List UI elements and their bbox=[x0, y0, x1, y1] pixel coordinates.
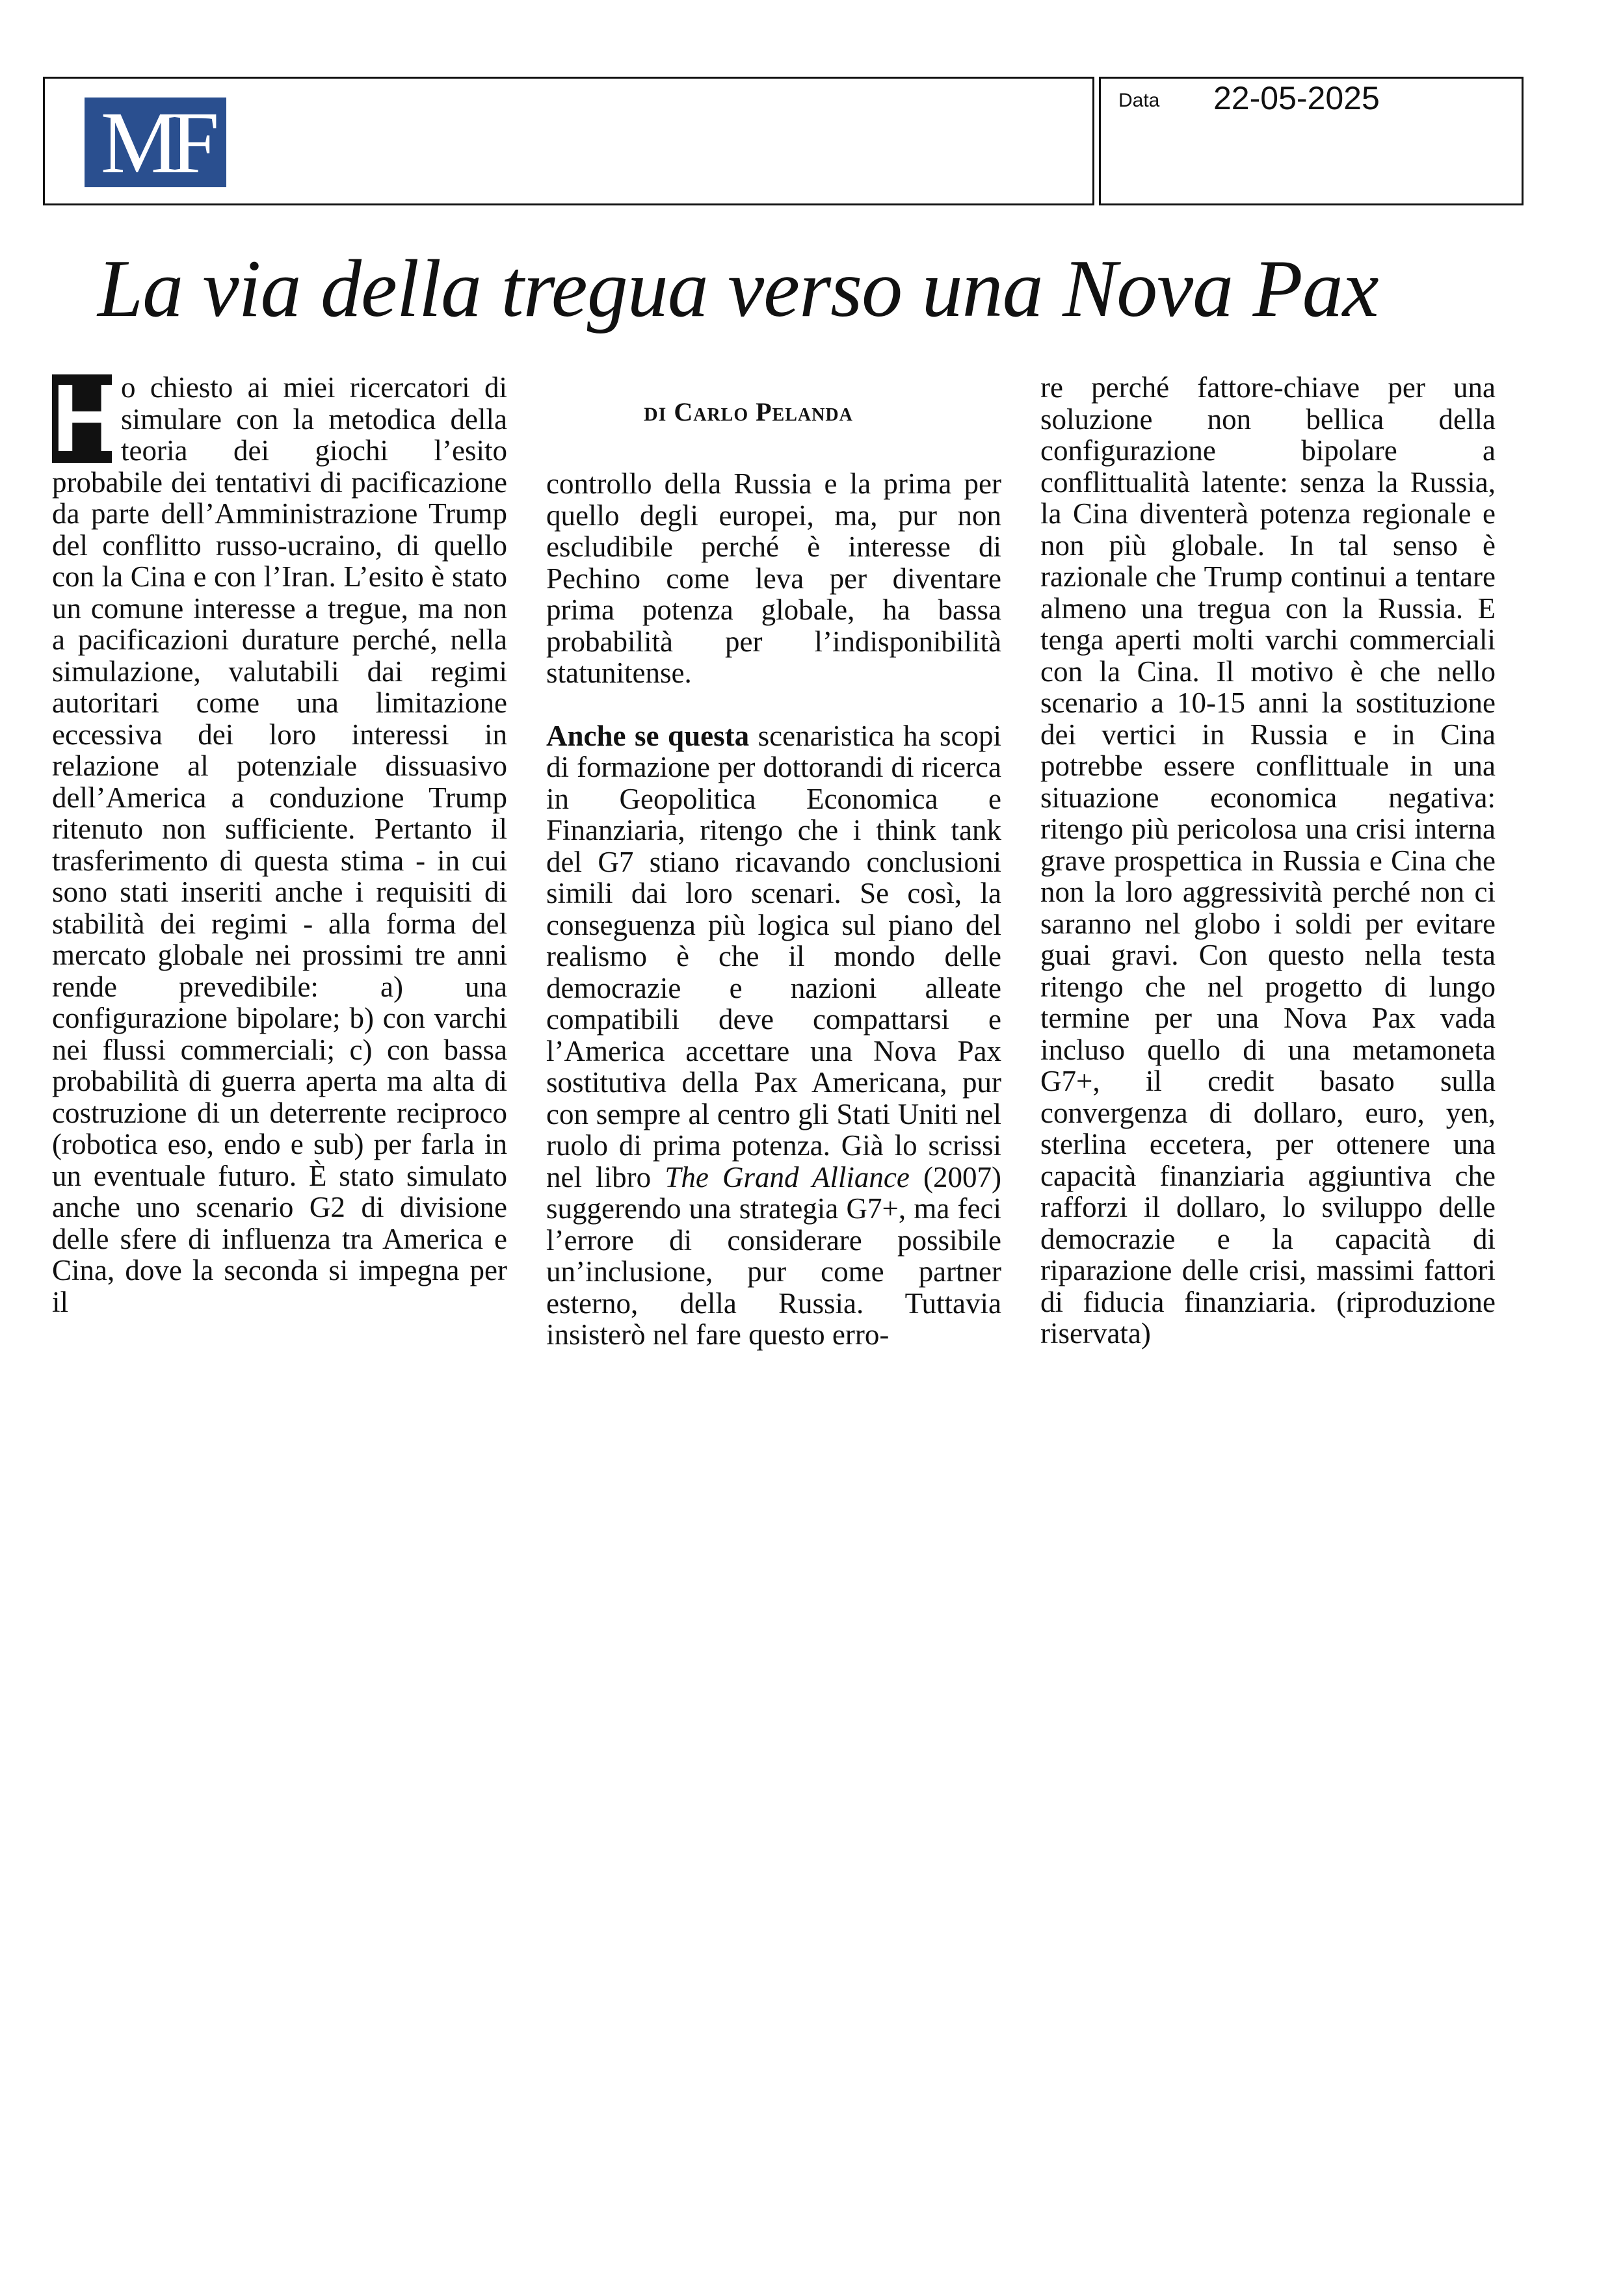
book-title: The Grand Alliance bbox=[665, 1160, 910, 1194]
article-column-3 bbox=[1040, 372, 1496, 1350]
date-label: Data bbox=[1118, 90, 1160, 111]
paragraph: re perché fattore-chiave per una soluzione non bellica della configurazione bipolare a conflittualità latente: senza la Russia, la Cina diventerà potenza regionale e non più globale. In tal senso è razionale che Trump continui a tentare almeno una tregua con la Russia. E tenga aperti molti varchi commerciali con la Cina. Il motivo è che nello scenario a 10-15 anni la sostituzione dei vertici in Russia e in Cina potrebbe essere conflittuale in una situazione economica negativa: ritengo più pericolosa una crisi interna grave prospettica in Russia e Cina che non la loro aggressività perché non ci saranno nel globo i soldi per evitare guai gravi. Con questo nella testa ritengo che nel progetto di lungo termine per una Nova Pax vada incluso quello di una metamoneta G7+, il credit basato sulla convergenza di dollaro, euro, yen, sterlina eccetera, per ottenere una capacità finanziaria aggiuntiva che rafforzi il dollaro, lo sviluppo delle democrazie e la capacità di riparazione delle crisi, massimi fattori di fiducia finanziaria. (riproduzione riservata) bbox=[1040, 371, 1496, 1350]
byline-author: Carlo Pelanda bbox=[674, 397, 853, 426]
paragraph-text: (2007) suggerendo una strategia G7+, ma feci l’errore di considerare possibile un’inclusione, pur come partner esterno, della Russia. Tuttavia insisterò nel fare questo erro- bbox=[546, 1160, 1002, 1351]
byline-prefix: DI bbox=[644, 404, 667, 425]
paragraph: controllo della Russia e la prima per quello degli europei, ma, pur non escludibile perché è interesse di Pechino come leva per diventare prima potenza globale, ha bassa probabilità per l’indisponibilità statunitense. bbox=[546, 467, 1001, 689]
paragraph bbox=[546, 720, 1001, 1351]
mf-logo: MF bbox=[85, 98, 226, 187]
paragraph-text: scenaristica ha scopi di formazione per dottorandi di ricerca in Geopolitica Economica e Finanziaria, ritengo che i think tank del G7 stiano ricavando conclusioni simili dai loro scenari. Se così, la conseguenza più logica sul piano del realismo è che il mondo delle democrazie e nazioni alleate compatibili deve compattarsi e l’America accettare una Nova Pax sostitutiva della Pax Americana, pur con sempre al centro gli Stati Uniti nel ruolo di prima potenza. Già lo scrissi nel libro bbox=[546, 719, 1002, 1194]
article-column-1 bbox=[52, 365, 507, 1318]
paragraph-lead: Anche se questa bbox=[546, 719, 750, 752]
date-value: 22-05-2025 bbox=[1213, 80, 1380, 116]
paragraph bbox=[52, 365, 507, 1318]
paragraph-text: o chiesto ai miei ricercatori di simulare con la metodica della teoria dei giochi l’esito probabile dei tentativi di pacificazione da parte dell’Amministrazione Trump del conflitto russo-ucraino, di quello con la Cina e con l’Iran. L’esito è stato un comune interesse a tregue, ma non a pacificazioni durature perché, nella simulazione, valutabili dai regimi autoritari come una limitazione eccessiva dei loro interessi in relazione al potenziale dissuasivo dell’America a conduzione Trump ritenuto non sufficiente. Pertanto il trasferimento di questa stima - in cui sono stati inseriti anche i requisiti di stabilità dei regimi - alla forma del mercato globale nei prossimi tre anni rende prevedibile: a) una configurazione bipolare; b) con varchi nei flussi commerciali; c) con bassa probabilità di guerra aperta ma alta di costruzione di un deterrente reciproco (robotica eso, endo e sub) per farla in un eventuale futuro. È stato simulato anche uno scenario G2 di divisione delle sfere di influenza tra America e Cina, dove la seconda si impegna per il bbox=[52, 371, 507, 1318]
byline bbox=[644, 397, 853, 427]
article-title: La via della tregua verso una Nova Pax bbox=[98, 244, 1379, 334]
dropcap-letter: H bbox=[52, 365, 122, 472]
article-column-2 bbox=[546, 468, 1001, 1351]
